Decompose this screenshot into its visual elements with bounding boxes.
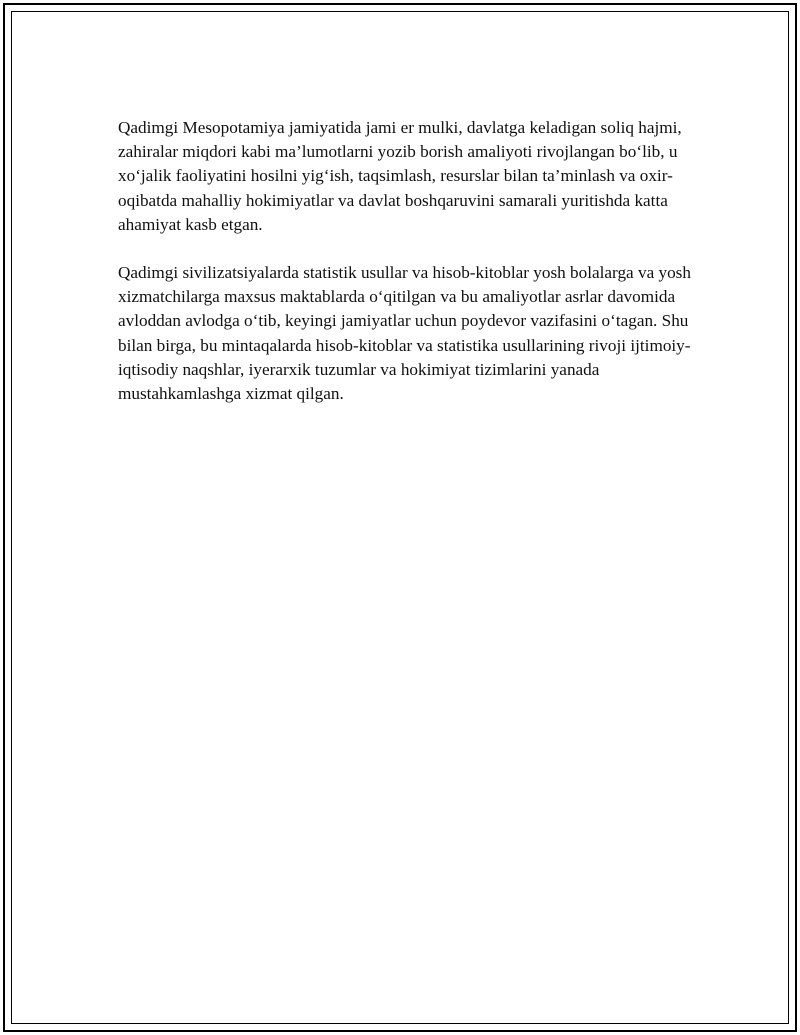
paragraph-mesopotamia-records: Qadimgi Mesopotamiya jamiyatida jami er mulki, davlatga keladigan soliq hajmi, zahiralar miqdori kabi ma’lumotlarni yozib borish amaliyoti rivojlangan bo‘lib, u xo‘jalik faoliyatini hosilni yig‘ish, taqsimlash, resurslar bilan ta’minlash va oxir-oqibatda mahalliy hokimiyatlar va davlat boshqaruvini samarali yuritishda katta ahamiyat kasb etgan. [118,118,682,234]
paragraph-statistics-education: Qadimgi sivilizatsiyalarda statistik usullar va hisob-kitoblar yosh bolalarga va yosh xizmatchilarga maxsus maktablarda o‘qitilgan va bu amaliyotlar asrlar davomida avloddan avlodga o‘tib, keyingi jamiyatlar uchun poydevor vazifasini o‘tagan. Shu bilan birga, bu mintaqalarda hisob-kitoblar va statistika usullarining rivoji ijtimoiy-iqtisodiy naqshlar, iyerarxik tuzumlar va hokimiyat tizimlarini yanada mustahkamlashga xizmat qilgan. [118,263,691,404]
document-body [118,116,693,430]
